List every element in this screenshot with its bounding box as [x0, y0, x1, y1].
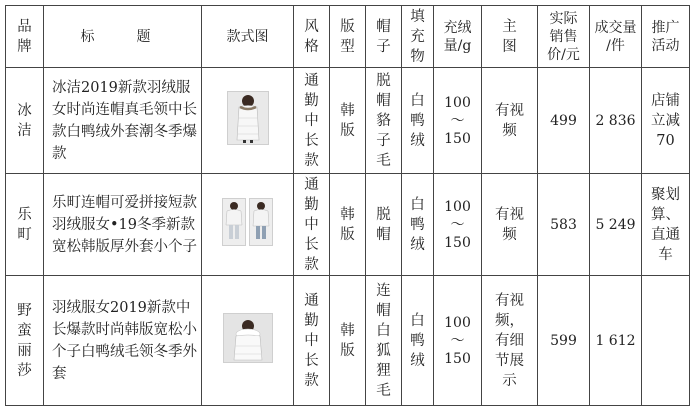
cell-price: 499 [538, 68, 590, 174]
cell-title: 冰洁2019新款羽绒服女时尚连帽真毛领中长款白鸭绒外套潮冬季爆款 [44, 68, 202, 174]
cell-volume: 5 249 [590, 174, 642, 276]
cell-main-image: 有视 频， 有细 节展 示 [482, 276, 538, 406]
cell-title: 乐町连帽可爱拼接短款羽绒服女•19冬季新款宽松韩版厚外套小个子 [44, 174, 202, 276]
table-row [6, 174, 690, 276]
cell-promotion: 聚划 算、 直通 车 [642, 174, 690, 276]
cell-fit: 韩 版 [330, 68, 366, 174]
header-fill-weight: 充绒 量/g [434, 6, 482, 68]
cell-style: 通 勤 中 长 款 [294, 68, 330, 174]
cell-style: 通 勤 中 长 款 [294, 174, 330, 276]
header-title: 标 题 [44, 6, 202, 68]
short-down-jacket-pair-photo [222, 198, 273, 246]
header-volume: 成交量 /件 [590, 6, 642, 68]
cell-volume: 2 836 [590, 68, 642, 174]
header-filling: 填 充 物 [402, 6, 434, 68]
table-row [6, 68, 690, 174]
cell-fill-weight: 100 ～ 150 [434, 174, 482, 276]
fur-collar-down-coat-photo [223, 313, 273, 363]
long-white-down-coat-photo [227, 91, 269, 145]
header-style: 风 格 [294, 6, 330, 68]
cell-hat: 脱 帽 [366, 174, 402, 276]
cell-fill-weight: 100 ～ 150 [434, 276, 482, 406]
cell-fill-weight: 100 ～ 150 [434, 68, 482, 174]
cell-brand: 乐 町 [6, 174, 44, 276]
cell-fit: 韩 版 [330, 276, 366, 406]
header-fit: 版 型 [330, 6, 366, 68]
header-promotion: 推广 活动 [642, 6, 690, 68]
cell-hat: 脱 帽 貉 子 毛 [366, 68, 402, 174]
cell-style-image [202, 276, 294, 406]
product-table [5, 5, 690, 406]
cell-price: 599 [538, 276, 590, 406]
header-hat: 帽 子 [366, 6, 402, 68]
cell-brand: 冰 洁 [6, 68, 44, 174]
header-main-image: 主 图 [482, 6, 538, 68]
cell-price: 583 [538, 174, 590, 276]
jacket-front-photo [222, 198, 246, 246]
cell-fit: 韩 版 [330, 174, 366, 276]
cell-main-image: 有视 频 [482, 174, 538, 276]
cell-volume: 1 612 [590, 276, 642, 406]
cell-title: 羽绒服女2019新款中长爆款时尚韩版宽松小个子白鸭绒毛领冬季外套 [44, 276, 202, 406]
cell-promotion [642, 276, 690, 406]
cell-style-image [202, 68, 294, 174]
cell-main-image: 有视 频 [482, 68, 538, 174]
header-price: 实际 销售 价/元 [538, 6, 590, 68]
table-row [6, 276, 690, 406]
cell-promotion: 店铺 立减 70 [642, 68, 690, 174]
jacket-side-photo [249, 198, 273, 246]
header-brand: 品 牌 [6, 6, 44, 68]
cell-hat: 连 帽 白 狐 狸 毛 [366, 276, 402, 406]
header-row [6, 6, 690, 68]
header-style-image: 款式图 [202, 6, 294, 68]
cell-filling: 白 鸭 绒 [402, 276, 434, 406]
cell-filling: 白 鸭 绒 [402, 68, 434, 174]
cell-brand: 野 蛮 丽 莎 [6, 276, 44, 406]
cell-style: 通 勤 中 长 款 [294, 276, 330, 406]
product-comparison-page [5, 5, 689, 405]
cell-style-image [202, 174, 294, 276]
cell-filling: 白 鸭 绒 [402, 174, 434, 276]
